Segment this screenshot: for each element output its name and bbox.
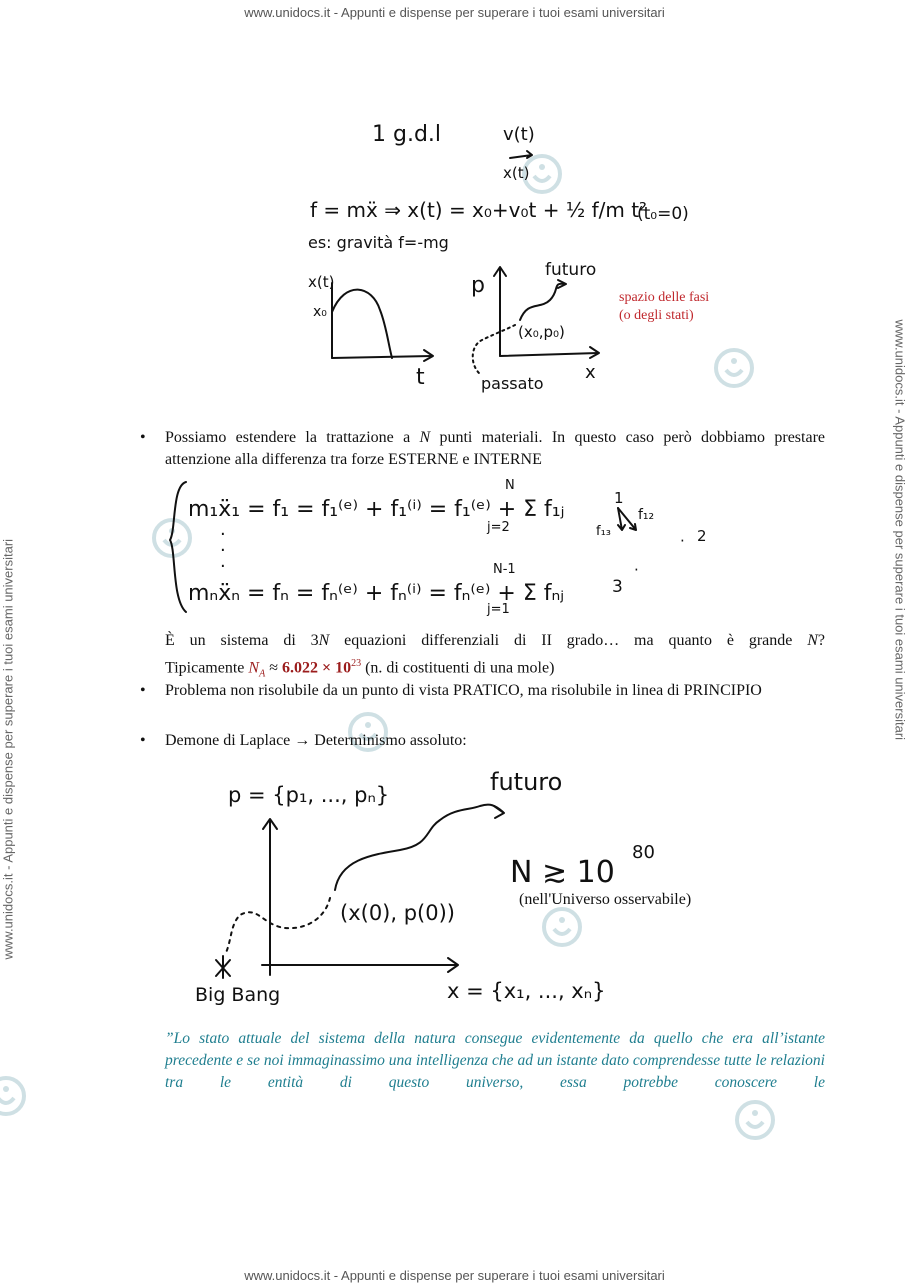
left-x0-label: x₀ (313, 304, 327, 320)
hand-t0: (t₀=0) (637, 204, 689, 224)
left-x-label: t (416, 365, 425, 390)
unidocs-logo-icon (0, 1074, 28, 1118)
force-f13-label: f₁₃ (596, 524, 611, 539)
system-row-n: mₙẍₙ = fₙ = fₙ⁽ᵉ⁾ + fₙ⁽ⁱ⁾ = fₙ⁽ᵉ⁾ + Σ fₙⱼ (188, 581, 565, 606)
vertical-dots: · (220, 540, 226, 561)
label-futuro-2: futuro (490, 768, 563, 796)
n-exponent: 80 (632, 842, 655, 863)
star-icon (216, 956, 230, 978)
particle-2-label: 2 (697, 527, 707, 545)
bullet-1-part-b: punti materiali. In questo caso però dobbiamo prestare attenzione alla differenza tra forze ESTERNE e INTERNE (165, 429, 825, 468)
bullet-1-part-a: Possiamo estendere la trattazione a (165, 429, 420, 446)
note-line-1: spazio delle fasi (619, 290, 710, 305)
particle-3-label: 3 (612, 577, 623, 597)
avogadro-symbol: N (248, 659, 260, 677)
vertical-dots: · (220, 556, 226, 577)
system-text-b: equazioni differenziali di II grado… ma quanto è grande (329, 632, 808, 649)
sum1-bottom: j=2 (487, 520, 510, 535)
particle-2-dot: · (680, 532, 685, 550)
avogadro-exponent: 23 (351, 658, 362, 669)
hand-xt: x(t) (503, 164, 530, 182)
big-bang-label: Big Bang (195, 984, 281, 1006)
label-passato: passato (481, 374, 544, 393)
p-axis-label: p = {p₁, ..., pₙ} (228, 783, 390, 807)
system-text-n2: N (807, 632, 818, 649)
sumN-top: N-1 (493, 562, 516, 577)
right-y-label: p (471, 273, 485, 298)
particle-1-label: 1 (614, 489, 624, 507)
label-point: (x₀,p₀) (518, 323, 565, 341)
vertical-dots: · (220, 524, 226, 545)
left-y-label: x(t) (308, 273, 335, 291)
bullet-2-text: Problema non risolubile da un punto di vista PRATICO, ma risolubile in linea di PRINCIPIO (165, 682, 762, 699)
hand-equation: f = mẍ ⇒ x(t) = x₀+v₀t + ½ f/m t² (310, 198, 648, 222)
bullet-icon: • (140, 682, 146, 699)
watermark-right: www.unidocs.it - Appunti e dispense per superare i tuoi esami universitari (892, 319, 908, 741)
hand-vt: v(t) (503, 124, 535, 145)
unidocs-logo-icon (733, 1098, 777, 1142)
x-axis-label: x = {x₁, ..., xₙ} (447, 979, 606, 1003)
bullet-icon: • (140, 732, 146, 749)
system-text-a: È un sistema di 3 (165, 632, 319, 649)
watermark-bottom: www.unidocs.it - Appunti e dispense per superare i tuoi esami universitari (244, 1268, 665, 1283)
point-label-2: (x(0), p(0)) (340, 901, 455, 925)
bullet-1-n: N (419, 429, 431, 446)
observable-note: (nell'Universo osservabile) (519, 891, 692, 908)
system-text-d: Tipicamente (165, 659, 249, 677)
system-row-1: m₁ẍ₁ = f₁ = f₁⁽ᵉ⁾ + f₁⁽ⁱ⁾ = f₁⁽ᵉ⁾ + Σ f₁ⱼ (188, 497, 565, 522)
hand-example: es: gravità f=-mg (308, 233, 449, 252)
approx-sign: ≈ (265, 659, 282, 677)
note-line-2: (o degli stati) (619, 308, 694, 323)
watermark-left: www.unidocs.it - Appunti e dispense per superare i tuoi esami universitari (0, 538, 16, 960)
label-futuro: futuro (545, 260, 597, 280)
system-text-n1: N (318, 632, 330, 649)
sum1-top: N (505, 478, 515, 493)
watermark-top: www.unidocs.it - Appunti e dispense per superare i tuoi esami universitari (244, 5, 665, 20)
bullet-3-text: Demone di Laplace → Determinismo assoluto: (165, 732, 467, 749)
avogadro-value: 6.022 × 10 (281, 659, 352, 677)
system-text-c: ? (817, 632, 825, 649)
future-trajectory-2 (335, 805, 503, 890)
force-f12-label: f₁₂ (638, 507, 655, 523)
hand-title: 1 g.d.l (372, 122, 442, 147)
system-text-e: (n. di costituenti di una mole) (361, 659, 555, 677)
laplace-quote: ”Lo stato attuale del sistema della natura consegue evidentemente da quello che era all’istante precedente e se noi immaginassimo una intelligenza che ad un istante dato comprendesse tutte le relazioni tra le entità di questo universo, essa potrebbe conoscere le (165, 1030, 825, 1091)
particle-3-dot: · (634, 561, 639, 579)
sumN-bottom: j=1 (487, 602, 510, 617)
right-x-label: x (585, 362, 596, 383)
n-estimate: N ≳ 10 (510, 855, 615, 890)
avogadro-sub: A (259, 668, 266, 680)
bullet-icon: • (140, 429, 146, 446)
past-trajectory-2 (225, 898, 330, 955)
